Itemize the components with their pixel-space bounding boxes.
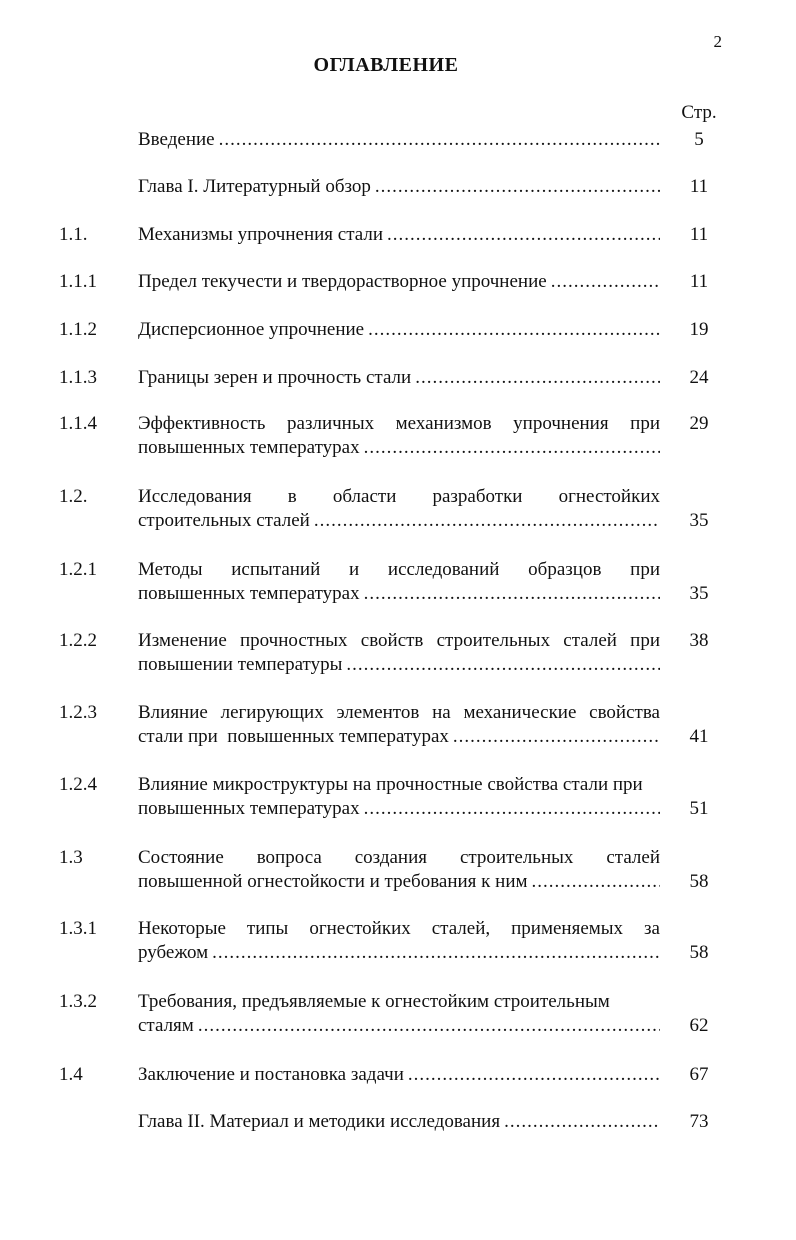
toc-entry-text <box>138 223 660 247</box>
toc-entry-label: Глава I. Литературный обзор <box>138 176 371 197</box>
toc-entry-page: 24 <box>689 367 709 388</box>
toc-entry-page: 11 <box>689 224 709 245</box>
toc-entry-page: 35 <box>689 510 709 531</box>
toc-entry-label: Механизмы упрочнения стали <box>138 224 383 245</box>
toc-entry-text <box>138 318 660 342</box>
toc-entry-text <box>138 917 660 965</box>
toc-entry-text <box>138 366 660 390</box>
toc-entry-page: 58 <box>689 942 709 963</box>
toc-leader-dots <box>368 318 660 342</box>
toc-entry-page: 58 <box>689 871 709 892</box>
toc-entry-number: 1.1.4 <box>59 413 97 434</box>
page-number: 2 <box>713 32 722 51</box>
toc-entry-page: 67 <box>689 1064 709 1085</box>
toc-leader-dots <box>364 436 660 460</box>
toc-entry-label: Заключение и постановка задачи <box>138 1064 404 1085</box>
toc-entry-label: Границы зерен и прочность стали <box>138 367 412 388</box>
toc-entry-label: Дисперсионное упрочнение <box>138 319 365 340</box>
toc-leader-dots <box>453 725 660 749</box>
toc-entry-number: 1.2.1 <box>59 559 97 580</box>
toc-entry-label: стали при повышенных температурах <box>138 726 449 747</box>
toc-entry-number: 1.3.1 <box>59 918 97 939</box>
toc-leader-dots <box>219 128 660 152</box>
toc-entry-label: повышенных температурах <box>138 437 360 458</box>
page-column-header: Стр. <box>681 102 717 123</box>
toc-entry-number: 1.1.2 <box>59 319 97 340</box>
toc-entry-text <box>138 128 660 152</box>
toc-leader-dots <box>364 582 660 606</box>
toc-entry-text <box>138 1063 660 1087</box>
toc-entry-page: 11 <box>689 271 709 292</box>
toc-entry-page: 38 <box>689 630 709 651</box>
toc-leader-dots <box>212 941 660 965</box>
toc-entry-label: Эффективность различных механизмов упрочнения при <box>138 413 660 434</box>
toc-leader-dots <box>551 270 660 294</box>
toc-entry-number: 1.2.4 <box>59 774 97 795</box>
toc-leader-dots <box>314 509 660 533</box>
toc-entry-text <box>138 701 660 749</box>
toc-leader-dots <box>504 1110 660 1134</box>
toc-entry-label: Требования, предъявляемые к огнестойким строительным <box>138 991 610 1012</box>
toc-entry-label: повышении температуры <box>138 654 343 675</box>
toc-entry-label: сталям <box>138 1015 194 1036</box>
toc-entry-label: Предел текучести и твердорастворное упрочнение <box>138 271 547 292</box>
toc-entry-label: Методы испытаний и исследований образцов при <box>138 559 660 580</box>
toc-entry-text <box>138 773 660 821</box>
toc-entry-number: 1.2.3 <box>59 702 97 723</box>
toc-entry-number: 1.1.1 <box>59 271 97 292</box>
toc-entry-label: Состояние вопроса создания строительных сталей <box>138 847 660 868</box>
toc-entry-page: 41 <box>689 726 709 747</box>
toc-entry-text <box>138 990 660 1038</box>
toc-entry-page: 62 <box>689 1015 709 1036</box>
toc-entry-label: повышенных температурах <box>138 583 360 604</box>
toc-entry-text <box>138 629 660 677</box>
toc-leader-dots <box>198 1014 660 1038</box>
toc-entry-label: строительных сталей <box>138 510 310 531</box>
toc-leader-dots <box>532 870 660 894</box>
toc-entry-page: 11 <box>689 176 709 197</box>
toc-entry-text <box>138 270 660 294</box>
toc-entry-page: 29 <box>689 413 709 434</box>
toc-entry-label: рубежом <box>138 942 209 963</box>
toc-entry-text <box>138 175 660 199</box>
toc-entry-number: 1.4 <box>59 1064 83 1085</box>
toc-entry-text <box>138 558 660 606</box>
toc-leader-dots <box>375 175 660 199</box>
toc-entry-page: 19 <box>689 319 709 340</box>
toc-entry-number: 1.3.2 <box>59 991 97 1012</box>
toc-entry-label: Некоторые типы огнестойких сталей, применяемых за <box>138 918 660 939</box>
toc-entry-number: 1.2.2 <box>59 630 97 651</box>
toc-leader-dots <box>346 653 660 677</box>
toc-entry-label: повышенной огнестойкости и требования к ним <box>138 871 528 892</box>
toc-entry-label: Изменение прочностных свойств строительных сталей при <box>138 630 660 651</box>
toc-entry-label: Влияние микроструктуры на прочностные свойства стали при <box>138 774 643 795</box>
toc-entry-label: повышенных температурах <box>138 798 360 819</box>
toc-entry-number: 1.1. <box>59 224 88 245</box>
toc-entry-text <box>138 412 660 460</box>
toc-entry-label: Глава II. Материал и методики исследования <box>138 1111 501 1132</box>
toc-leader-dots <box>387 223 660 247</box>
toc-entry-label: Исследования в области разработки огнестойких <box>138 486 660 507</box>
toc-entry-number: 1.2. <box>59 486 88 507</box>
toc-entry-label: Введение <box>138 129 215 150</box>
page-title: ОГЛАВЛЕНИЕ <box>313 54 459 76</box>
toc-entry-number: 1.3 <box>59 847 83 868</box>
toc-entry-page: 73 <box>689 1111 709 1132</box>
toc-leader-dots <box>408 1063 660 1087</box>
toc-leader-dots <box>415 366 660 390</box>
toc-entry-number: 1.1.3 <box>59 367 97 388</box>
toc-entry-text <box>138 846 660 894</box>
toc-leader-dots <box>364 797 660 821</box>
toc-entry-page: 51 <box>689 798 709 819</box>
toc-entry-page: 35 <box>689 583 709 604</box>
toc-entry-text <box>138 1110 660 1134</box>
toc-entry-page: 5 <box>694 129 704 150</box>
toc-entry-label: Влияние легирующих элементов на механические свойства <box>138 702 660 723</box>
toc-entry-text <box>138 485 660 533</box>
